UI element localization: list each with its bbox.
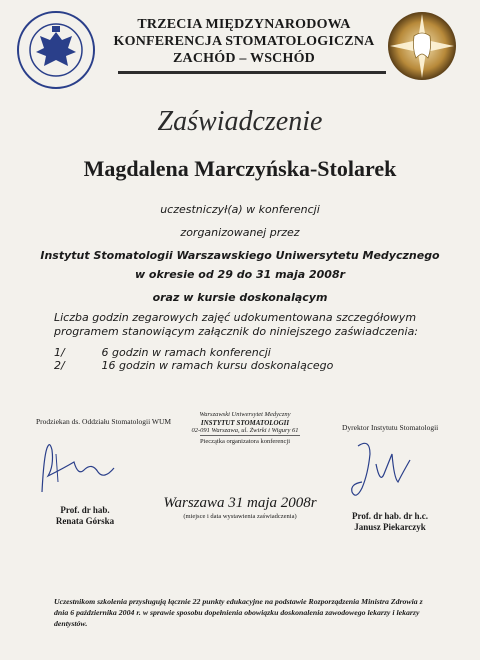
right-signatory-name (335, 511, 445, 533)
left-signature (34, 432, 124, 502)
institution-name: Instytut Stomatologii Warszawskiego Uniwersytetu Medycznego (40, 249, 440, 262)
header-line-2: KONFERENCJA STOMATOLOGICZNA (113, 34, 375, 49)
left-signatory-name (40, 505, 130, 527)
certificate-title: Zaświadczenie (157, 106, 323, 137)
conference-logo (386, 10, 458, 82)
item-text: 16 godzin w ramach kursu doskonalącego (101, 359, 334, 372)
left-signatory-fullname: Renata Górska (55, 516, 115, 526)
tooth-star-icon (386, 10, 458, 82)
recipient-name: Magdalena Marczyńska-Stolarek (83, 156, 397, 181)
header-line-3: ZACHÓD – WSCHÓD (173, 51, 315, 66)
left-signatory-degree: Prof. dr hab. (60, 505, 110, 515)
header-divider (118, 71, 386, 74)
stamp-caption: Pieczątka organizatora konferencji (199, 438, 291, 445)
conference-header (100, 16, 388, 67)
hours-paragraph: Liczba godzin zegarowych zajęć udokumentowana szczegółowym programem stanowiącym załącznik do niniejszego zaświadczenia: (54, 311, 419, 338)
stamp-line-1: Warszawski Uniwersytet Medyczny (199, 411, 291, 418)
left-signatory-title: Prodziekan ds. Oddziału Stomatologii WUM (36, 417, 172, 426)
stamp-line-2: INSTYTUT STOMATOLOGII (200, 419, 290, 427)
right-signatory-degree: Prof. dr hab. dr h.c. (351, 511, 428, 521)
footer-note: Uczestnikom szkolenia przysługują łącznie 22 punkty edukacyjne na podstawie Rozporządzenia Ministra Zdrowia z dnia 6 października 2004 r. w sprawie sposobu dopełnienia obowiązku doskonalenia zawodowego lekarzy i lekarzy dentystów. (54, 597, 423, 628)
right-signatory-fullname: Janusz Piekarczyk (354, 522, 426, 532)
list-item (54, 346, 271, 359)
university-seal (16, 10, 96, 90)
eagle-seal-icon (16, 10, 96, 90)
item-number: 1/ (54, 346, 65, 359)
place-and-date: Warszawa 31 maja 2008r (163, 495, 317, 511)
conference-period: w okresie od 29 do 31 maja 2008r (134, 268, 346, 281)
organized-line: zorganizowanej przez (180, 226, 300, 239)
stamp-line-3: 02-091 Warszawa, ul. Żwirki i Wigury 61 (191, 427, 299, 434)
course-line: oraz w kursie doskonalącym (152, 291, 328, 304)
item-number: 2/ (54, 359, 65, 372)
header-line-1: TRZECIA MIĘDZYNARODOWA (137, 17, 351, 32)
list-item (54, 359, 333, 372)
item-text: 6 godzin w ramach konferencji (101, 346, 271, 359)
right-signature (340, 434, 430, 510)
right-signatory-title: Dyrektor Instytutu Stomatologii (342, 423, 439, 432)
place-date-caption: (miejsce i data wystawienia zaświadczenia) (183, 513, 297, 520)
organizer-stamp (180, 411, 310, 435)
stamp-divider (200, 435, 300, 436)
participated-line: uczestniczył(a) w konferencji (160, 203, 320, 216)
